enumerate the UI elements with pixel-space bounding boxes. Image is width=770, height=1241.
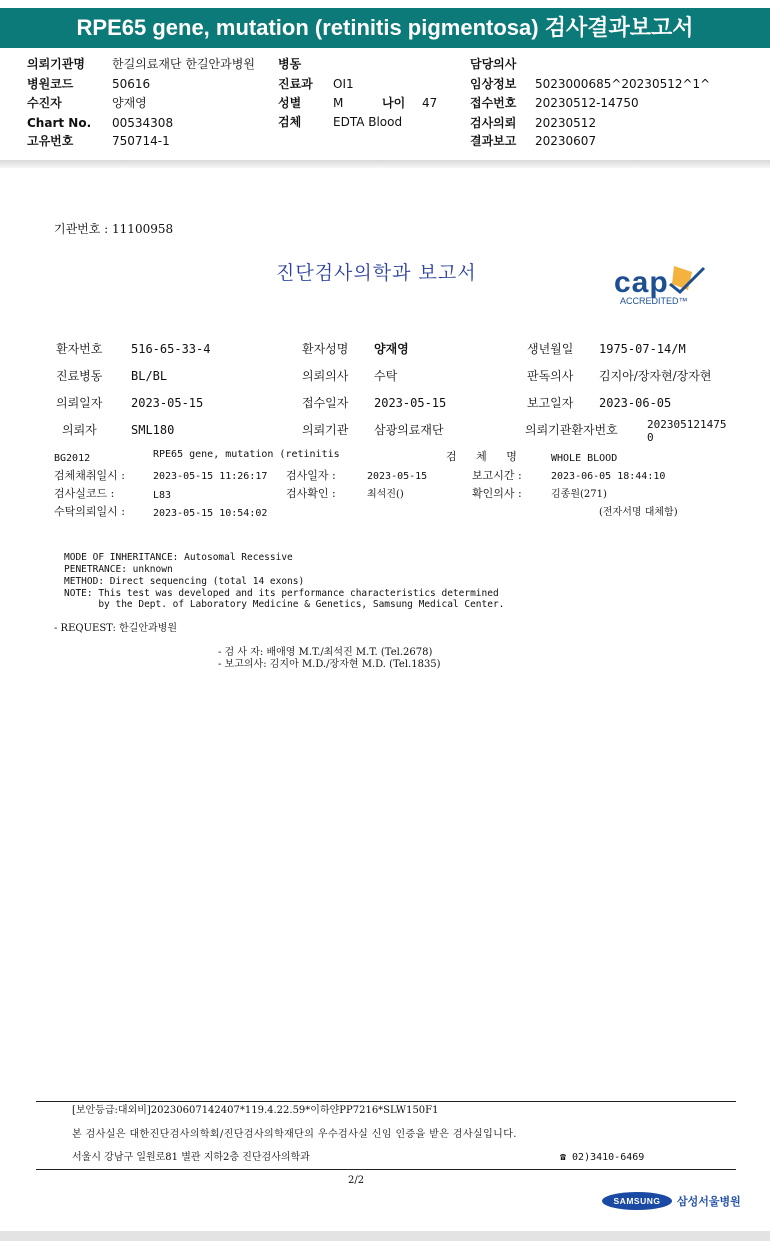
exam-date-label: 검사일자 : xyxy=(286,469,336,482)
header-label: 고유번호 xyxy=(27,134,74,148)
hospital-name: 삼성서울병원 xyxy=(677,1195,741,1208)
footer-bottom-rule xyxy=(36,1169,736,1170)
confirm-dr-label: 확인의사 : xyxy=(472,487,522,500)
note-line: METHOD: Direct sequencing (total 14 exons) xyxy=(64,576,305,587)
exam-date: 2023-05-15 xyxy=(367,471,428,482)
test-name: RPE65 gene, mutation (retinitis xyxy=(153,449,340,460)
room-label: 검사실코드 : xyxy=(54,487,115,500)
report-title: 진단검사의학과 보고서 xyxy=(276,262,477,284)
confirm-label: 검사확인 : xyxy=(286,487,336,500)
consign-time: 2023-05-15 10:54:02 xyxy=(153,508,268,519)
request-line: - REQUEST: 한길안과병원 xyxy=(54,623,177,634)
cap-logo-sub: ACCREDITED™ xyxy=(620,296,688,306)
rcv-date: 2023-05-15 xyxy=(374,396,447,410)
header-value: 5023000685^20230512^1^ xyxy=(535,77,711,91)
req-inst-label: 의뢰기관 xyxy=(302,423,349,437)
header-label: Chart No. xyxy=(27,116,92,130)
samsung-hospital-logo xyxy=(602,1190,742,1216)
patient-no: 516-65-33-4 xyxy=(131,342,211,356)
req-date: 2023-05-15 xyxy=(131,396,204,410)
footer-top-rule xyxy=(36,1101,736,1102)
report-banner-title: RPE65 gene, mutation (retinitis pigmentosa) 검사결과보고서 xyxy=(0,8,770,48)
patient-no-label: 환자번호 xyxy=(56,342,103,356)
dob: 1975-07-14/M xyxy=(599,342,686,356)
header-label: 결과보고 xyxy=(470,134,517,148)
header-value: 47 xyxy=(422,96,438,110)
req-pt-no-label: 의뢰기관환자번호 xyxy=(525,423,618,437)
header-value: 00534308 xyxy=(112,116,174,130)
header-label: 병동 xyxy=(278,57,302,71)
header-label: 임상정보 xyxy=(470,77,517,91)
institution-number: 기관번호 : 11100958 xyxy=(54,222,174,236)
patient-name-label: 환자성명 xyxy=(302,342,349,356)
req-inst: 삼광의료재단 xyxy=(374,423,444,437)
doctor: 수탁 xyxy=(374,369,398,383)
cap-accredited-logo xyxy=(612,262,712,312)
note-line: NOTE: This test was developed and its performance characteristics determined xyxy=(64,588,499,599)
note-line: by the Dept. of Laboratory Medicine & Genetics, Samsung Medical Center. xyxy=(64,599,505,610)
report-time: 2023-06-05 18:44:10 xyxy=(551,471,666,482)
certification-line: 본 검사실은 대한진단검사의학회/진단검사의학재단의 우수검사실 신임 인증을 받은 검사실입니다. xyxy=(72,1129,517,1140)
requester-label: 의뢰자 xyxy=(62,423,97,437)
dob-label: 생년월일 xyxy=(527,342,574,356)
bottom-band xyxy=(0,1231,770,1241)
header-value: 양재영 xyxy=(112,96,147,110)
room: L83 xyxy=(153,490,172,501)
ward: BL/BL xyxy=(131,369,168,383)
patient-name: 양재영 xyxy=(374,342,409,356)
cap-logo-text: cap xyxy=(614,266,669,299)
page-number: 2/2 xyxy=(348,1175,365,1186)
specimen: WHOLE BLOOD xyxy=(551,453,618,464)
rep-date-label: 보고일자 xyxy=(527,396,574,410)
report-time-label: 보고시간 : xyxy=(472,469,522,482)
test-code: BG2012 xyxy=(54,453,91,464)
header-value: M xyxy=(333,96,344,110)
section-divider xyxy=(0,160,770,168)
staff-line: - 검 사 자: 배애영 M.T./최석진 M.T. (Tel.2678) xyxy=(218,647,433,658)
header-value: 750714-1 xyxy=(112,134,170,148)
specimen-label: 검 체 명 xyxy=(446,450,525,463)
rep-date: 2023-06-05 xyxy=(599,396,672,410)
ward-label: 진료병동 xyxy=(56,369,103,383)
header-label: 검사의뢰 xyxy=(470,116,517,130)
address-line: 서울시 강남구 일원로81 별관 지하2층 진단검사의학과 xyxy=(72,1152,310,1163)
header-value: 20230607 xyxy=(535,134,597,148)
header-value: EDTA Blood xyxy=(333,115,403,129)
rcv-date-label: 접수일자 xyxy=(302,396,349,410)
header-value: 20230512-14750 xyxy=(535,96,639,110)
phone-line: ☎ 02)3410-6469 xyxy=(560,1152,645,1163)
req-date-label: 의뢰일자 xyxy=(56,396,103,410)
header-value: 50616 xyxy=(112,77,151,91)
header-label: 검체 xyxy=(278,115,302,129)
confirm: 최석진() xyxy=(367,489,404,500)
reader-label: 판독의사 xyxy=(527,369,574,383)
esign-note: (전자서명 대체함) xyxy=(599,507,678,518)
samsung-logo-oval: SAMSUNG xyxy=(602,1192,672,1210)
header-label: 진료과 xyxy=(278,77,313,91)
header-label: 접수번호 xyxy=(470,96,517,110)
header-label: 나이 xyxy=(382,96,406,110)
header-label: 담당의사 xyxy=(470,57,517,71)
header-label: 병원코드 xyxy=(27,77,74,91)
requester: SML180 xyxy=(131,423,175,437)
header-label: 성별 xyxy=(278,96,302,110)
header-label: 수진자 xyxy=(27,96,62,110)
staff-line: - 보고의사: 김지아 M.D./장자현 M.D. (Tel.1835) xyxy=(218,659,441,670)
header-label: 의뢰기관명 xyxy=(27,57,85,71)
note-line: PENETRANCE: unknown xyxy=(64,564,173,575)
req-pt-no-line1: 202305121475 xyxy=(647,418,727,431)
reader: 김지아/장자현/장자현 xyxy=(599,369,712,383)
header-value: 20230512 xyxy=(535,116,597,130)
collect-time: 2023-05-15 11:26:17 xyxy=(153,471,268,482)
header-value: 한길의료재단 한길안과병원 xyxy=(112,57,255,71)
collect-label: 검체채취일시 : xyxy=(54,469,125,482)
consign-label: 수탁의뢰일시 : xyxy=(54,505,125,518)
header-value: OI1 xyxy=(333,77,354,91)
doctor-label: 의뢰의사 xyxy=(302,369,349,383)
note-line: MODE OF INHERITANCE: Autosomal Recessive xyxy=(64,552,293,563)
req-pt-no-line2: 0 xyxy=(647,431,654,444)
security-line: [보안등급:대외비]20230607142407*119.4.22.59*이하얀PP7216*SLW150F1 xyxy=(72,1105,439,1116)
confirm-dr: 김종원(271) xyxy=(551,489,607,500)
